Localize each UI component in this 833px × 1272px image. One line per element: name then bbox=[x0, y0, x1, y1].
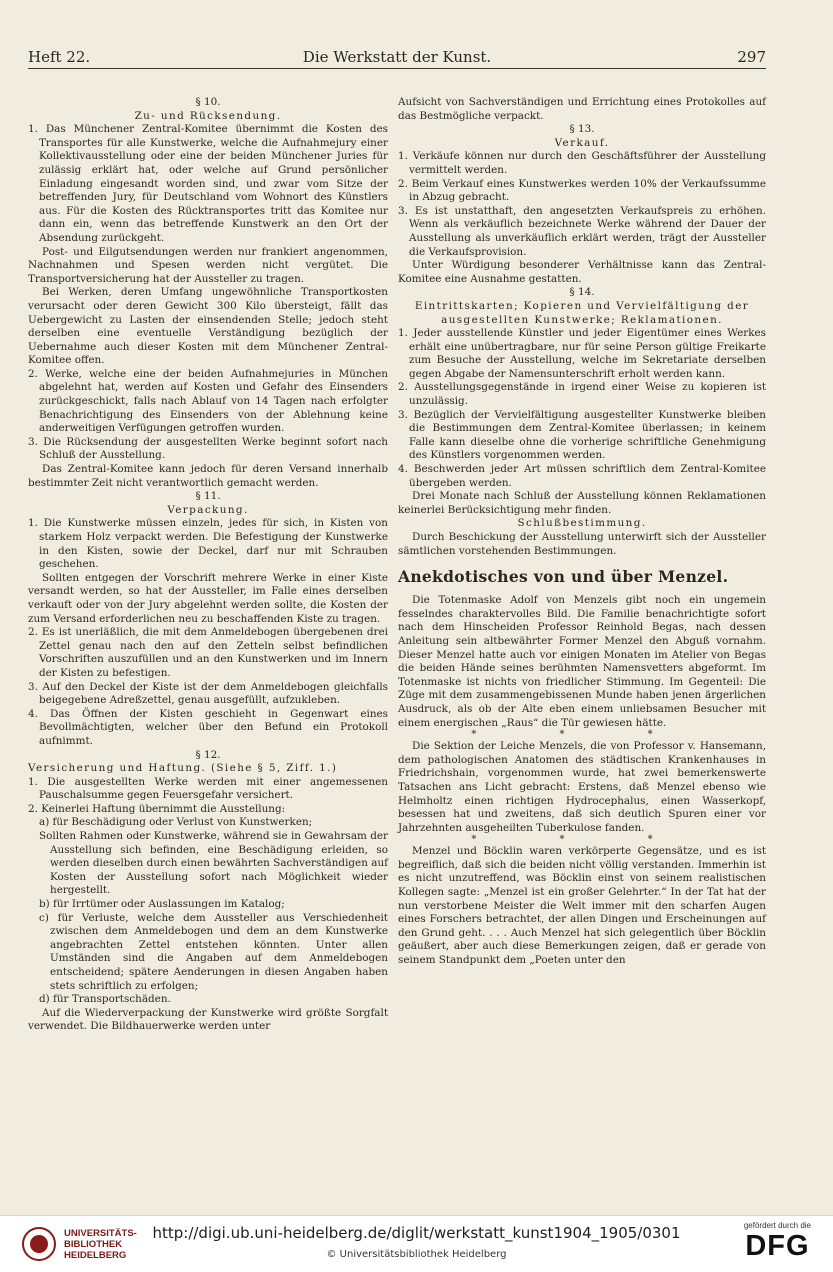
paragraph: 2. Ausstellungsgegenstände in irgend einer Weise zu kopieren ist unzulässig. bbox=[398, 381, 766, 408]
paragraph: Sollten entgegen der Vorschrift mehrere Werke in einer Kiste versandt werden, so hat der Aussteller, im Falle eines derselben verkauft oder von der Jury abgelehnt werden sollte, die Kosten der zum Versand erforderlichen neu zu beschaffenden Kiste zu tragen. bbox=[28, 571, 388, 625]
dfg-logo[interactable] bbox=[744, 1221, 811, 1262]
paragraph: 1. Die Kunstwerke müssen einzeln, jedes für sich, in Kisten von starkem Holz verpackt werden. Die Befestigung der Kunstwerke in den Kisten, sowie der Deckel, darf nur mit Schrauben geschehen. bbox=[28, 517, 388, 571]
library-name-line1: UNIVERSITÄTS- bbox=[64, 1227, 137, 1239]
paragraph: 1. Verkäufe können nur durch den Geschäftsführer der Ausstellung vermittelt werden. bbox=[398, 150, 766, 176]
paragraph: 3. Bezüglich der Vervielfältigung ausgestellter Kunstwerke bleiben die Bestimmungen dem Zentral-Komitee überlassen; in keinem Falle kann dieselbe ohne die vorherige schriftliche Genehmigung des Künstlers vorgenommen werden. bbox=[398, 408, 766, 462]
paragraph: Schlußbestimmung. bbox=[517, 517, 647, 530]
permalink-url[interactable]: http://digi.ub.uni-heidelberg.de/diglit/werkstatt_kunst1904_1905/0301 bbox=[152, 1224, 681, 1242]
paragraph: Aufsicht von Sachverständigen und Errichtung eines Protokolles auf das Bestmögliche verpackt. bbox=[398, 96, 766, 122]
paragraph: a) für Beschädigung oder Verlust von Kunstwerken; bbox=[39, 816, 313, 829]
paragraph: § 12. bbox=[195, 748, 221, 761]
journal-title: Die Werkstatt der Kunst. bbox=[302, 48, 492, 66]
paragraph: § 13. bbox=[569, 123, 595, 136]
paragraph: § 11. bbox=[195, 490, 221, 503]
issue-number: Heft 22. bbox=[28, 48, 91, 66]
paragraph: 2. Beim Verkauf eines Kunstwerkes werden 10% der Verkaufssumme in Abzug gebracht. bbox=[398, 177, 766, 204]
paragraph: 4. Das Öffnen der Kisten geschieht in Gegenwart eines Bevollmächtigten, welcher über den Befund ein Protokoll aufnimmt. bbox=[28, 707, 388, 747]
paragraph: 1. Das Münchener Zentral-Komitee übernimmt die Kosten des Transportes für alle Kunstwerke, welche die Aufnahmejury einer Kollektivausstellung oder eine der beiden Münchener Juries für zulässig erklärt hat, oder welche auf Grund persönlicher Einladung eingesandt worden sind, und zwar vom Sitze der betreffenden Jury, für Deutschland vom Wohnort des Künstlers aus. Für die Kosten des Rücktransportes tritt das Komitee nur dann ein, wenn das betreffende Kunstwerk an den Ort der Absendung zurückgeht. bbox=[28, 123, 388, 244]
paragraph: Bei Werken, deren Umfang ungewöhnliche Transportkosten verursacht oder deren Gewicht 300 Kilo übersteigt, fällt das Uebergewicht zu Lasten der einsendenden Stelle; jedoch steht derselben eine eventuelle Verständigung bezüglich der Uebernahme auch dieser Kosten mit dem Münchener Zentral-Komitee offen. bbox=[28, 286, 388, 367]
paragraph: Durch Beschickung der Ausstellung unterwirft sich der Aussteller sämtlichen vorstehenden Bestimmungen. bbox=[398, 531, 766, 557]
library-name-line2: BIBLIOTHEK bbox=[64, 1238, 123, 1250]
paragraph: § 10. bbox=[195, 96, 221, 108]
paragraph: Versicherung und Haftung. (Siehe § 5, Ziff. 1.) bbox=[28, 762, 338, 775]
paragraph: § 14. bbox=[569, 286, 595, 299]
page-number: 297 bbox=[737, 48, 766, 66]
viewer-footer bbox=[0, 1215, 833, 1272]
paragraph: Eintrittskarten; Kopieren und Vervielfältigung der ausgestellten Kunstwerke; Reklamationen. bbox=[414, 299, 750, 326]
right-column bbox=[398, 96, 766, 968]
paragraph: Sollten Rahmen oder Kunstwerke, während sie in Gewahrsam der Ausstellung sich befinden, eine Beschädigung erleiden, so werden dieselben durch einen bewährten Sachverständigen auf Kosten der Ausstellung sofort nach Möglichkeit wieder hergestellt. bbox=[39, 830, 388, 897]
paragraph: d) für Transportschäden. bbox=[39, 993, 171, 1006]
copyright-notice: © Universitätsbibliothek Heidelberg bbox=[326, 1249, 507, 1260]
paragraph: 3. Es ist unstatthaft, den angesetzten Verkaufspreis zu erhöhen. Wenn als verkäuflich bezeichnete Werke während der Dauer der Ausstellung als unverkäuflich erklärt werden, trägt der Aussteller die Verkaufsprovision. bbox=[398, 204, 766, 258]
paragraph: Drei Monate nach Schluß der Ausstellung können Reklamationen keinerlei Berücksichtigung mehr finden. bbox=[398, 490, 766, 516]
paragraph: Verkauf. bbox=[554, 136, 610, 149]
anecdote-paragraph: * * * bbox=[471, 834, 693, 846]
anecdotes bbox=[398, 594, 766, 967]
paragraph: 3. Auf den Deckel der Kiste ist der dem Anmeldebogen gleichfalls beigegebene Adreßzettel, genau ausgefüllt, aufzukleben. bbox=[28, 680, 388, 707]
page-header bbox=[28, 46, 766, 69]
paragraph: 2. Keinerlei Haftung übernimmt die Ausstellung: bbox=[28, 802, 286, 815]
paragraph: 2. Werke, welche eine der beiden Aufnahmejuries in München abgelehnt hat, werden auf Kosten und Gefahr des Einsenders zurückgeschickt, falls nach Ablauf von 14 Tagen nach erfolgter Benachrichtigung des Einsenders von der Ablehnung keine anderweitigen Verfügungen getroffen wurden. bbox=[28, 367, 388, 435]
anecdote-paragraph: * * * bbox=[471, 729, 693, 741]
left-column bbox=[28, 96, 388, 1034]
paragraph: b) für Irrtümer oder Auslassungen im Katalog; bbox=[39, 898, 285, 911]
paragraph: Verpackung. bbox=[167, 503, 249, 516]
section-heading: Anekdotisches von und über Menzel. bbox=[398, 567, 729, 587]
funder-caption: gefördert durch die bbox=[743, 1221, 811, 1230]
paragraph: c) für Verluste, welche dem Aussteller aus Verschiedenheit zwischen dem Anmeldebogen und dem an dem Kunstwerke angebrachten Zettel entstehen könnten. Unter allen Umständen sind die Angaben auf dem Anmeldebogen entscheidend; spätere Aenderungen in diesen Angaben haben stets schriftlich zu erfolgen; bbox=[39, 911, 388, 992]
paragraph: 4. Beschwerden jeder Art müssen schriftlich dem Zentral-Komitee übergeben werden. bbox=[398, 463, 766, 489]
paragraph: 2. Es ist unerläßlich, die mit dem Anmeldebogen übergebenen drei Zettel genau nach den auf den Zetteln selbst befindlichen Vorschriften auszufüllen und an den Kunstwerken und im Innern der Kisten zu befestigen. bbox=[28, 626, 388, 679]
paragraph: Post- und Eilgutsendungen werden nur frankiert angenommen, Nachnahmen und Spesen werden nicht vergütet. Die Transportversicherung hat der Aussteller zu tragen. bbox=[28, 245, 388, 285]
paragraph: Unter Würdigung besonderer Verhältnisse kann das Zentral-Komitee eine Ausnahme gestatten. bbox=[398, 259, 766, 285]
paragraph: 3. Die Rücksendung der ausgestellten Werke beginnt sofort nach Schluß der Ausstellung. bbox=[28, 435, 388, 462]
anecdote-paragraph: Die Sektion der Leiche Menzels, die von Professor v. Hansemann, dem pathologischen Anatomen des städtischen Krankenhauses in Friedrichshain, vorgenommen wurde, hat zwei bemerkenswerte Tatsachen ans Licht gebracht: Erstens, daß Menzel ebenso wie Helmholtz einen richtigen Hydrocephalus, einen Wasserkopf, besessen hat und zweitens, daß sich deutlich Spuren einer vor Jahrzehnten ausgeheilten Tuberkulose fanden. bbox=[398, 740, 766, 834]
anecdote-paragraph: Menzel und Böcklin waren verkörperte Gegensätze, und es ist begreiflich, daß sich die beiden nicht völlig verstanden. Immerhin ist es nicht unzutreffend, was Böcklin einst von seinem realistischen Kollegen sagte: „Menzel ist ein großer Gelehrter.“ In der Tat hat der nun verstorbene Meister die Welt immer mit den scharfen Augen eines Forschers betrachtet, der allen Dingen und Erscheinungen auf den Grund geht. . . . Auch Menzel hat sich gelegentlich über Böcklin geäußert, aber auch diese Bemerkungen zeigen, daß er gerade von seinem Standpunkt dem „Poeten unter den bbox=[398, 845, 766, 967]
paragraph: 1. Jeder ausstellende Künstler und jeder Eigentümer eines Werkes erhält eine unübertragbare, nur für seine Person gültige Freikarte zum Besuche der Ausstellung, welche im Sekretariate derselben gegen Abgabe der Namensunterschrift erholt werden kann. bbox=[398, 327, 766, 380]
library-name-line3: HEIDELBERG bbox=[64, 1249, 127, 1261]
paragraph: Auf die Wiederverpackung der Kunstwerke wird größte Sorgfalt verwendet. Die Bildhauerwerke werden unter bbox=[28, 1006, 388, 1033]
funder-name: DFG bbox=[745, 1230, 810, 1262]
paragraph: Das Zentral-Komitee kann jedoch für deren Versand innerhalb bestimmter Zeit nicht verantwortlich gemacht werden. bbox=[28, 463, 388, 489]
anecdote-paragraph: Die Totenmaske Adolf von Menzels gibt noch ein ungemein fesselndes charaktervolles Bild. Die Familie benachrichtigte sofort nach dem Hinscheiden Professor Reinhold Begas, nach dessen Anleitung sein altbewährter Former Menzel den Abguß vornahm. Dieser Menzel hatte auch vor einigen Monaten im Atelier von Begas die beiden Hände seines berühmten Namensvetters abgeformt. Im Totenmaske ist nichts von friedlicher Stimmung. Im Gegenteil: Die Züge mit dem zusammengebissenen Munde haben jenen ärgerlichen Ausdruck, als ob der Alte eben einem unliebsamen Besucher mit einem energischen „Raus“ die Tür gewiesen hätte. bbox=[398, 594, 766, 729]
paragraph: 1. Die ausgestellten Werke werden mit einer angemessenen Pauschalsumme gegen Feuersgefahr versichert. bbox=[28, 775, 388, 802]
paragraph: Zu- und Rücksendung. bbox=[134, 109, 282, 122]
